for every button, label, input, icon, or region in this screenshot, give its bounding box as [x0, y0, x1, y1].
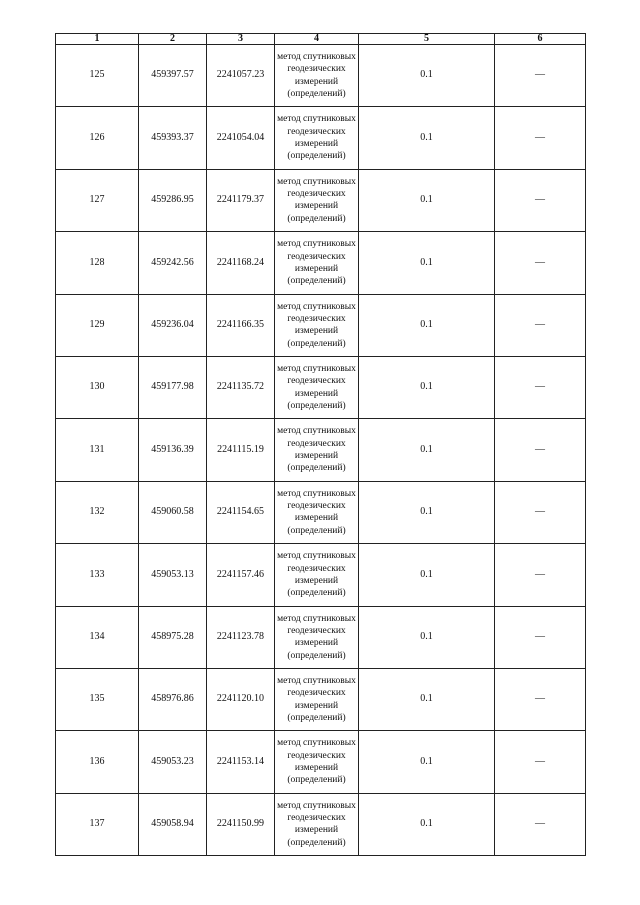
- y-coordinate-cell: 2241157.46: [207, 544, 275, 606]
- accuracy-cell: 0.1: [359, 481, 495, 543]
- note-cell: —: [495, 481, 586, 543]
- y-coordinate-cell: 2241166.35: [207, 294, 275, 356]
- method-cell: метод спутниковых геодезических измерений (определений): [275, 481, 359, 543]
- table-row: [56, 419, 586, 481]
- header-row: [56, 34, 586, 45]
- x-coordinate-cell: 459397.57: [139, 45, 207, 107]
- x-coordinate-cell: 459242.56: [139, 232, 207, 294]
- x-coordinate-cell: 459236.04: [139, 294, 207, 356]
- point-number-cell: 134: [56, 606, 139, 668]
- x-coordinate-cell: 459053.13: [139, 544, 207, 606]
- method-cell: метод спутниковых геодезических измерений (определений): [275, 544, 359, 606]
- x-coordinate-cell: 459053.23: [139, 731, 207, 793]
- method-cell: метод спутниковых геодезических измерений (определений): [275, 45, 359, 107]
- header-cell-6: 6: [495, 34, 586, 45]
- note-cell: —: [495, 606, 586, 668]
- header-cell-1: 1: [56, 34, 139, 45]
- point-number-cell: 135: [56, 668, 139, 730]
- x-coordinate-cell: 459060.58: [139, 481, 207, 543]
- accuracy-cell: 0.1: [359, 731, 495, 793]
- accuracy-cell: 0.1: [359, 232, 495, 294]
- point-number-cell: 127: [56, 169, 139, 231]
- accuracy-cell: 0.1: [359, 544, 495, 606]
- note-cell: —: [495, 731, 586, 793]
- table-row: [56, 232, 586, 294]
- table-row: [56, 793, 586, 855]
- point-number-cell: 125: [56, 45, 139, 107]
- x-coordinate-cell: 459058.94: [139, 793, 207, 855]
- accuracy-cell: 0.1: [359, 419, 495, 481]
- y-coordinate-cell: 2241057.23: [207, 45, 275, 107]
- header-cell-2: 2: [139, 34, 207, 45]
- y-coordinate-cell: 2241179.37: [207, 169, 275, 231]
- accuracy-cell: 0.1: [359, 668, 495, 730]
- y-coordinate-cell: 2241115.19: [207, 419, 275, 481]
- point-number-cell: 132: [56, 481, 139, 543]
- note-cell: —: [495, 356, 586, 418]
- method-cell: метод спутниковых геодезических измерений (определений): [275, 793, 359, 855]
- y-coordinate-cell: 2241153.14: [207, 731, 275, 793]
- accuracy-cell: 0.1: [359, 356, 495, 418]
- point-number-cell: 126: [56, 107, 139, 169]
- y-coordinate-cell: 2241054.04: [207, 107, 275, 169]
- method-cell: метод спутниковых геодезических измерений (определений): [275, 232, 359, 294]
- table-row: [56, 544, 586, 606]
- point-number-cell: 129: [56, 294, 139, 356]
- header-cell-3: 3: [207, 34, 275, 45]
- method-cell: метод спутниковых геодезических измерений (определений): [275, 731, 359, 793]
- table-row: [56, 668, 586, 730]
- point-number-cell: 133: [56, 544, 139, 606]
- note-cell: —: [495, 107, 586, 169]
- note-cell: —: [495, 294, 586, 356]
- point-number-cell: 131: [56, 419, 139, 481]
- table-row: [56, 731, 586, 793]
- point-number-cell: 137: [56, 793, 139, 855]
- note-cell: —: [495, 793, 586, 855]
- method-cell: метод спутниковых геодезических измерений (определений): [275, 419, 359, 481]
- accuracy-cell: 0.1: [359, 45, 495, 107]
- point-number-cell: 136: [56, 731, 139, 793]
- method-cell: метод спутниковых геодезических измерений (определений): [275, 606, 359, 668]
- accuracy-cell: 0.1: [359, 606, 495, 668]
- method-cell: метод спутниковых геодезических измерений (определений): [275, 668, 359, 730]
- header-cell-5: 5: [359, 34, 495, 45]
- accuracy-cell: 0.1: [359, 294, 495, 356]
- coordinates-table: [55, 33, 586, 856]
- note-cell: —: [495, 668, 586, 730]
- y-coordinate-cell: 2241168.24: [207, 232, 275, 294]
- note-cell: —: [495, 45, 586, 107]
- x-coordinate-cell: 459136.39: [139, 419, 207, 481]
- method-cell: метод спутниковых геодезических измерений (определений): [275, 107, 359, 169]
- table-row: [56, 294, 586, 356]
- x-coordinate-cell: 459393.37: [139, 107, 207, 169]
- x-coordinate-cell: 458976.86: [139, 668, 207, 730]
- table-row: [56, 481, 586, 543]
- header-cell-4: 4: [275, 34, 359, 45]
- point-number-cell: 130: [56, 356, 139, 418]
- table-row: [56, 169, 586, 231]
- note-cell: —: [495, 544, 586, 606]
- accuracy-cell: 0.1: [359, 793, 495, 855]
- table-row: [56, 45, 586, 107]
- y-coordinate-cell: 2241123.78: [207, 606, 275, 668]
- note-cell: —: [495, 232, 586, 294]
- table-row: [56, 356, 586, 418]
- method-cell: метод спутниковых геодезических измерений (определений): [275, 356, 359, 418]
- note-cell: —: [495, 169, 586, 231]
- table-row: [56, 107, 586, 169]
- method-cell: метод спутниковых геодезических измерений (определений): [275, 169, 359, 231]
- x-coordinate-cell: 458975.28: [139, 606, 207, 668]
- y-coordinate-cell: 2241120.10: [207, 668, 275, 730]
- y-coordinate-cell: 2241135.72: [207, 356, 275, 418]
- method-cell: метод спутниковых геодезических измерений (определений): [275, 294, 359, 356]
- note-cell: —: [495, 419, 586, 481]
- x-coordinate-cell: 459286.95: [139, 169, 207, 231]
- y-coordinate-cell: 2241150.99: [207, 793, 275, 855]
- x-coordinate-cell: 459177.98: [139, 356, 207, 418]
- table-row: [56, 606, 586, 668]
- y-coordinate-cell: 2241154.65: [207, 481, 275, 543]
- accuracy-cell: 0.1: [359, 169, 495, 231]
- accuracy-cell: 0.1: [359, 107, 495, 169]
- point-number-cell: 128: [56, 232, 139, 294]
